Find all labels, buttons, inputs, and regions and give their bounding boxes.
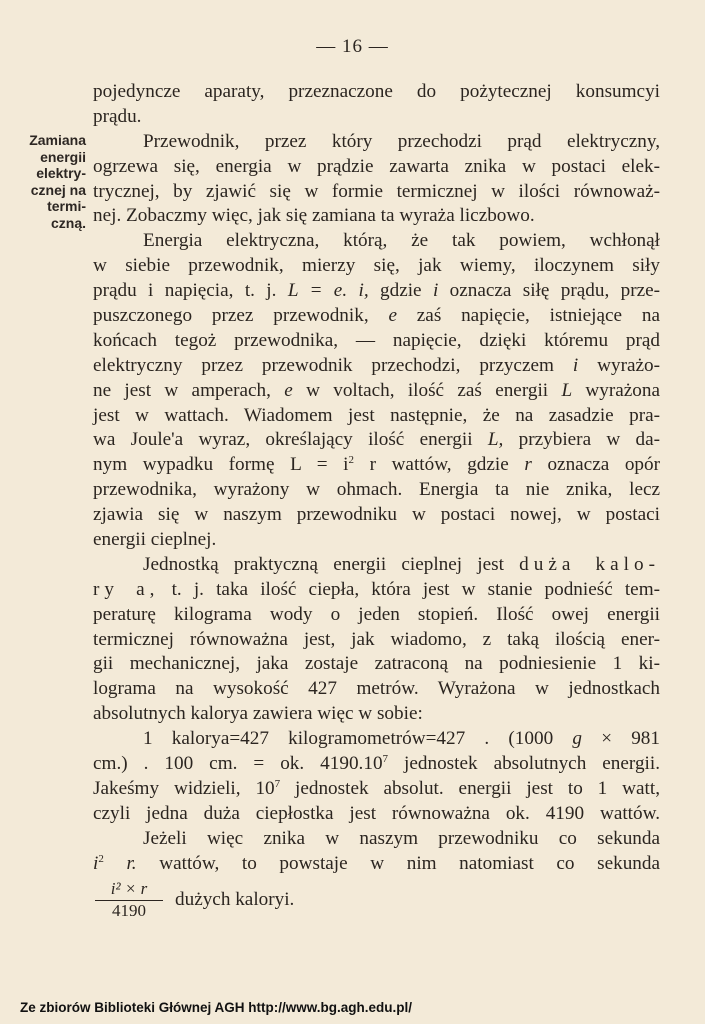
text-run: puszczonego przez przewodnik, bbox=[93, 305, 369, 327]
text-line: jest w wattach. Wiadomem jest następnie, że na zasadzie pra- bbox=[93, 404, 660, 426]
text-run: w voltach, ilość zaś energii bbox=[306, 379, 549, 401]
text-line: peraturę kilograma wody o jeden stopień. Ilość owej energii bbox=[93, 603, 660, 625]
formula: L = e. i, bbox=[287, 280, 369, 302]
text-run: dużych kaloryi. bbox=[175, 888, 295, 910]
text-line: prądu. bbox=[93, 105, 142, 127]
text-line bbox=[93, 852, 660, 877]
text-run: Jakeśmy widzieli, 10 bbox=[93, 777, 275, 799]
library-footer: Ze zbiorów Biblioteki Głównej AGH http://www.bg.agh.edu.pl/ bbox=[20, 1000, 412, 1015]
fraction bbox=[93, 879, 165, 921]
margin-note-line: elektry- bbox=[36, 165, 86, 181]
text-line bbox=[93, 727, 660, 752]
symbol: r. bbox=[103, 852, 137, 874]
fraction-numerator: i² × r bbox=[110, 878, 148, 898]
page-number: — 16 — bbox=[316, 36, 389, 57]
text-line bbox=[93, 453, 660, 478]
fraction-line bbox=[93, 879, 660, 923]
text-line: gii mechanicznej, jaka zostaje zatraconą na podniesienie 1 ki- bbox=[93, 653, 660, 675]
symbol: i bbox=[432, 280, 439, 302]
text-run: × 981 bbox=[601, 728, 660, 750]
symbol: e bbox=[284, 379, 293, 401]
symbol: r bbox=[524, 454, 532, 476]
text-run: elektryczny przez przewodnik przechodzi, przyczem bbox=[93, 354, 554, 376]
text-run: nym wypadku formę L = i bbox=[93, 454, 349, 476]
text-run: oznacza siłę prądu, prze- bbox=[449, 280, 661, 302]
superscript: 2 bbox=[98, 852, 104, 865]
text-line bbox=[93, 428, 660, 453]
text-line bbox=[93, 777, 660, 802]
text-line: w siebie przewodnik, mierzy się, jak wiemy, iloczynem siły bbox=[93, 255, 660, 277]
text-line bbox=[93, 578, 660, 603]
symbol: i bbox=[572, 354, 579, 376]
text-line: pojedyncze aparaty, przeznaczone do pożytecznej konsumcyi bbox=[93, 81, 660, 102]
margin-note-line: czną. bbox=[50, 214, 86, 231]
margin-note-line: Zamiana bbox=[29, 132, 86, 148]
text-run: wyrażona bbox=[585, 379, 660, 401]
text-run: wattów, to powstaje w nim natomiast co sekunda bbox=[159, 852, 661, 874]
text-run: prądu i napięcia, t. j. bbox=[93, 280, 277, 302]
text-line bbox=[93, 279, 660, 304]
symbol: g bbox=[572, 728, 582, 750]
text-line bbox=[93, 553, 660, 578]
text-run: Jednostką praktyczną energii cieplnej jest bbox=[143, 553, 504, 575]
margin-note-line: energii bbox=[40, 148, 86, 165]
text-line: nej. Zobaczmy więc, jak się zamiana ta wyraża liczbowo. bbox=[93, 205, 535, 227]
text-line: termicznej równoważna jest, jak wiadomo, z taką ilością ener- bbox=[93, 628, 660, 650]
text-run: przybiera w da- bbox=[518, 429, 661, 451]
text-line: lograma na wysokość 427 metrów. Wyrażona w jednostkach bbox=[93, 678, 660, 700]
text-line: Jeżeli więc znika w naszym przewodniku co sekunda bbox=[143, 827, 660, 849]
text-line: końcach tegoż przewodnika, — napięcie, dzięki któremu prąd bbox=[93, 329, 660, 351]
text-line bbox=[93, 304, 660, 329]
superscript: 7 bbox=[274, 777, 281, 790]
symbol: L, bbox=[487, 429, 504, 451]
text-line: ogrzewa się, energia w prądzie zawarta znika w postaci elek- bbox=[93, 155, 660, 177]
text-run: 1 kalorya=427 kilogramometrów=427 . (1000 bbox=[143, 728, 554, 750]
text-line: Energia elektryczna, którą, że tak powiem, wchłonął bbox=[143, 230, 660, 252]
text-line: trycznej, by zjawić się w formie termicznej w ilości równoważ- bbox=[93, 180, 660, 202]
symbol: L bbox=[561, 379, 573, 401]
text-run: wyrażo- bbox=[597, 354, 661, 376]
text-line: absolutnych kalorya zawiera więc w sobie: bbox=[93, 703, 423, 725]
text-run: wa Joule'a wyraz, określający ilość energii bbox=[93, 429, 473, 451]
text-run: jednostek absolut. energii jest to 1 watt, bbox=[280, 777, 660, 799]
symbol: e bbox=[388, 305, 397, 327]
text-run: t. j. taka ilość ciepła, która jest w stanie podnieść tem- bbox=[171, 578, 661, 600]
text-line bbox=[93, 354, 660, 379]
text-line bbox=[93, 752, 660, 777]
body-text bbox=[93, 80, 660, 923]
text-run: oznacza opór bbox=[547, 454, 660, 476]
text-run: jednostek absolutnych energii. bbox=[388, 753, 660, 775]
margin-note bbox=[14, 132, 86, 231]
superscript: 2 bbox=[348, 454, 354, 467]
fraction-denominator: 4190 bbox=[112, 900, 146, 920]
emphasized-term: ry a, bbox=[93, 578, 160, 600]
superscript: 7 bbox=[382, 753, 389, 766]
text-run: cm.) . 100 cm. = ok. 4190.10 bbox=[93, 753, 383, 775]
text-line bbox=[93, 379, 660, 404]
emphasized-term: duża kalo- bbox=[519, 553, 660, 575]
margin-note-line: cznej na bbox=[30, 181, 86, 198]
text-line: przewodnika, wyrażony w ohmach. Energia ta nie znika, lecz bbox=[93, 479, 660, 501]
text-run: zaś napięcie, istniejące na bbox=[416, 305, 660, 327]
symbol: i bbox=[93, 852, 99, 874]
text-run: r wattów, gdzie bbox=[353, 454, 509, 476]
text-line: energii cieplnej. bbox=[93, 529, 217, 551]
text-run: ne jest w amperach, bbox=[93, 379, 271, 401]
text-run: gdzie bbox=[380, 280, 422, 302]
margin-note-line: termi- bbox=[47, 198, 86, 214]
text-line: czyli jedna duża ciepłostka jest równoważna ok. 4190 wattów. bbox=[93, 802, 660, 824]
text-line: zjawia się w naszym przewodniku w postaci nowej, w postaci bbox=[93, 504, 660, 526]
text-line: Przewodnik, przez który przechodzi prąd elektryczny, bbox=[143, 130, 660, 152]
